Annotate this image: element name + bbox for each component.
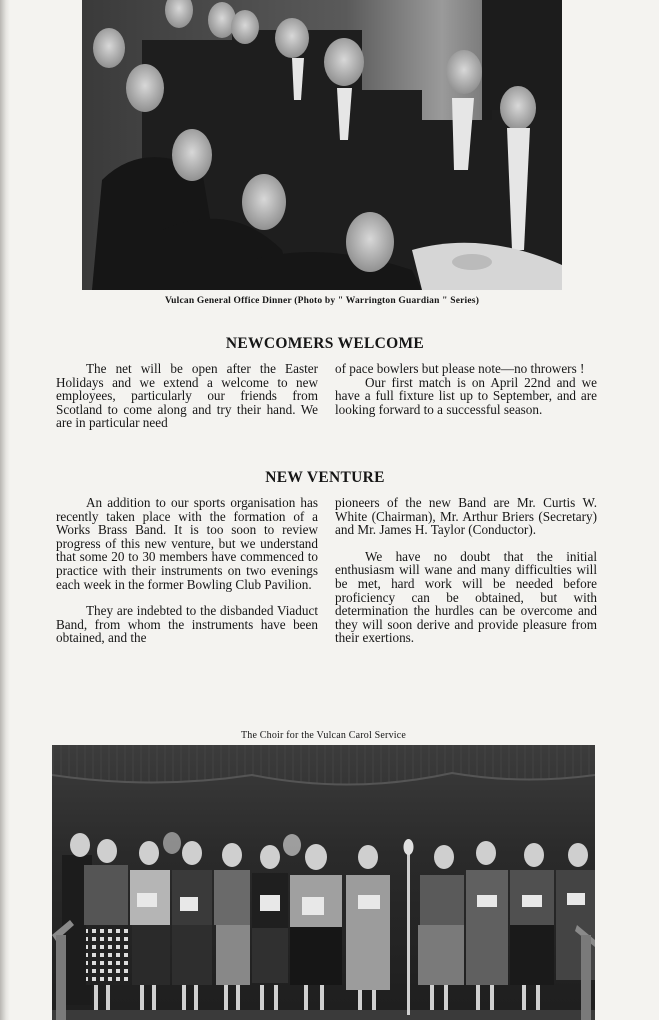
new-venture-paragraph-3: We have no doubt that the initial enthusiasm will wane and many difficulties will be met, hard work will be needed before proficiency can be obtained, but with determination the hurdles can be overcome and they will soon derive and provide pleasure from their exertions. [335,548,597,646]
new-venture-paragraph-2-continued: pioneers of the new Band are Mr. Curtis W. White (Chairman), Mr. Arthur Briers (Secretary) and Mr. James H. Taylor (Conductor). [335,495,597,538]
new-venture-left-column [56,496,318,645]
new-venture-paragraph-1: An addition to our sports organisation has recently taken place with the formation of a Works Brass Band. It is too soon to review progress of this new venture, but we understand that some 20 to 30 members have commenced to practice with their instruments on two evenings each week in the former Bowling Club Pavilion. [56,495,318,592]
carol-choir-photo [52,745,595,1020]
new-venture-paragraph-2: They are indebted to the disbanded Viaduct Band, from whom the instruments have been obtained, and the [56,603,318,646]
carol-choir-photo-image [52,745,595,1020]
page-edge-shadow [0,0,10,1020]
newcomers-paragraph-1: The net will be open after the Easter Holidays and we extend a welcome to new employees, particularly our friends from Scotland to come along and try their hand. We are in particular need [56,361,318,431]
newcomers-paragraph-2: Our first match is on April 22nd and we have a full fixture list up to September, and are looking forward to a successful season. [335,374,597,417]
new-venture-right-column [335,496,597,645]
newcomers-heading: NEWCOMERS WELCOME [225,335,425,352]
office-dinner-photo [82,0,562,290]
newcomers-left-column [56,362,318,430]
office-dinner-photo-image [82,0,562,290]
new-venture-heading: NEW VENTURE [265,469,385,486]
office-dinner-caption: Vulcan General Office Dinner (Photo by " Warrington Guardian " Series) [164,296,480,306]
newcomers-right-column [335,362,597,416]
newcomers-paragraph-1-continued: of pace bowlers but please note—no throwers ! [335,361,585,376]
choir-caption: The Choir for the Vulcan Carol Service [240,730,407,741]
